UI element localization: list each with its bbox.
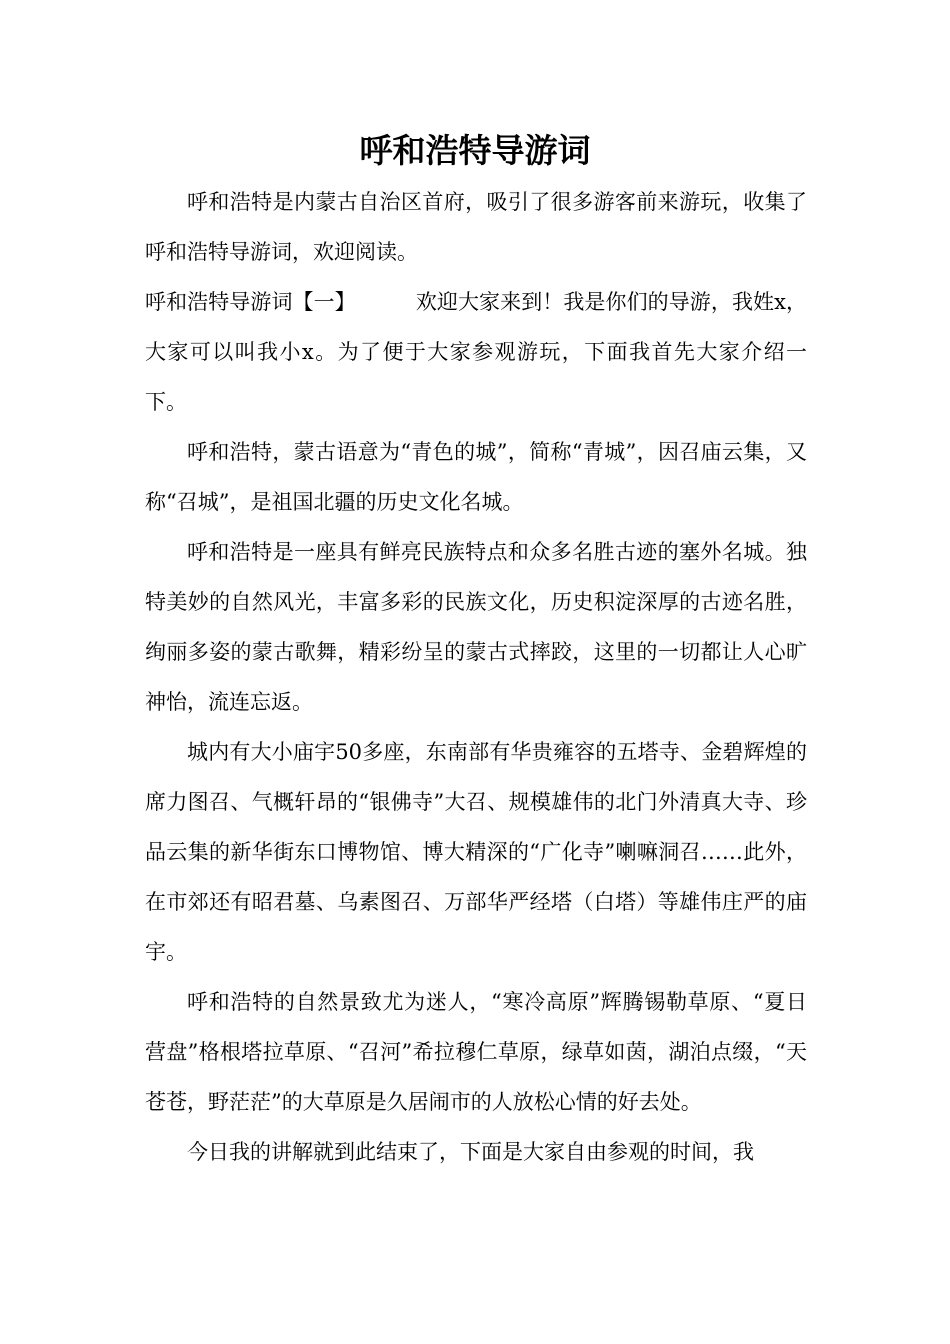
paragraph-section-one <box>145 277 807 427</box>
paragraph-temples: 城内有大小庙宇50多座，东南部有华贵雍容的五塔寺、金碧辉煌的席力图召、气概轩昂的“银佛寺”大召、规模雄伟的北门外清真大寺、珍品云集的新华街东口博物馆、博大精深的“广化寺”喇嘛洞召……此外，在市郊还有昭君墓、乌素图召、万部华严经塔（白塔）等雄伟庄严的庙宇。 <box>145 740 807 964</box>
paragraph-grasslands: 呼和浩特的自然景致尤为迷人，“寒冷高原”辉腾锡勒草原、“夏日营盘”格根塔拉草原、“召河”希拉穆仁草原，绿草如茵，湖泊点缀，“天苍苍，野茫茫”的大草原是久居闹市的人放松心情的好去处。 <box>145 990 807 1114</box>
paragraph-intro: 呼和浩特是内蒙古自治区首府，吸引了很多游客前来游玩，收集了呼和浩特导游词，欢迎阅读。 <box>145 190 807 264</box>
document-body <box>145 177 807 1177</box>
paragraph-city-features: 呼和浩特是一座具有鲜亮民族特点和众多名胜古迹的塞外名城。独特美妙的自然风光，丰富多彩的民族文化，历史积淀深厚的古迹名胜，绚丽多姿的蒙古歌舞，精彩纷呈的蒙古式摔跤，这里的一切都让人心旷神怡，流连忘返。 <box>145 540 807 714</box>
paragraph-name-origin: 呼和浩特，蒙古语意为“青色的城”，简称“青城”，因召庙云集，又称“召城”，是祖国北疆的历史文化名城。 <box>145 440 807 514</box>
section-one-text: 欢迎大家来到！我是你们的导游，我姓x，大家可以叫我小x。为了便于大家参观游玩，下面我首先大家介绍一下。 <box>145 290 808 414</box>
document-title: 呼和浩特导游词 <box>359 131 591 170</box>
paragraph-closing: 今日我的讲解就到此结束了，下面是大家自由参观的时间，我 <box>187 1140 754 1164</box>
section-heading-one: 呼和浩特导游词【一】 <box>145 290 356 314</box>
